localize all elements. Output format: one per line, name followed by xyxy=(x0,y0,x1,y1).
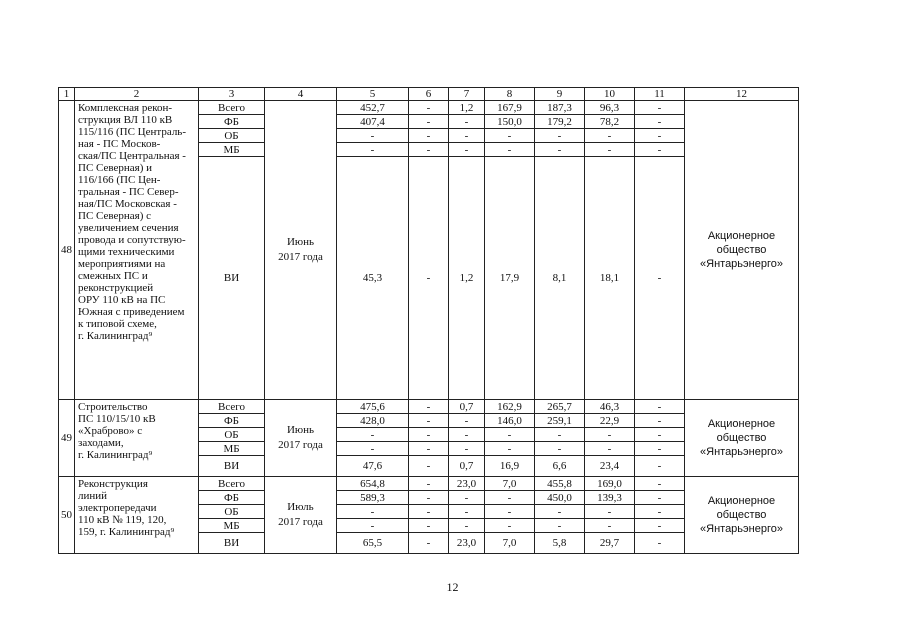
amount-cell: - xyxy=(409,519,449,533)
amount-cell: 46,3 xyxy=(585,400,635,414)
page-number: 12 xyxy=(446,580,459,594)
funding-source: ВИ xyxy=(199,456,265,477)
column-header: 5 xyxy=(337,88,409,101)
row-number: 48 xyxy=(59,101,75,400)
amount-cell: 47,6 xyxy=(337,456,409,477)
amount-cell: 0,7 xyxy=(449,456,485,477)
amount-cell: - xyxy=(635,505,685,519)
amount-cell: - xyxy=(535,442,585,456)
project-description: Комплексная рекон- струкция ВЛ 110 кВ 115/116 (ПС Централь- ная - ПС Москов- ская/ПС Центральная - ПС Северная) и 116/166 (ПС Цен- тральная - ПС Север- ная/ПС Московская - ПС Северная) с увеличением сечения провода и сопутствую- щими техническими мероприятиями на смежных ПС и реконструкцией ОРУ 110 кВ на ПС Южная с приведением к типовой схеме, г. Калининград⁹ xyxy=(75,101,199,400)
completion-date: Июнь 2017 года xyxy=(265,101,337,400)
amount-cell: 65,5 xyxy=(337,533,409,554)
amount-cell: 150,0 xyxy=(485,115,535,129)
amount-cell: - xyxy=(409,129,449,143)
amount-cell: - xyxy=(585,143,635,157)
amount-cell: 1,2 xyxy=(449,101,485,115)
amount-cell: - xyxy=(635,129,685,143)
amount-cell: - xyxy=(485,442,535,456)
amount-cell: 6,6 xyxy=(535,456,585,477)
amount-cell: - xyxy=(409,428,449,442)
amount-cell: - xyxy=(409,456,449,477)
column-header: 7 xyxy=(449,88,485,101)
amount-cell: 452,7 xyxy=(337,101,409,115)
amount-cell: 169,0 xyxy=(585,477,635,491)
project-description: Реконструкция линий электропередачи 110 кВ № 119, 120, 159, г. Калининград⁹ xyxy=(75,477,199,554)
amount-cell: 7,0 xyxy=(485,533,535,554)
amount-cell: - xyxy=(409,533,449,554)
amount-cell: - xyxy=(635,115,685,129)
amount-cell: - xyxy=(635,477,685,491)
amount-cell: - xyxy=(635,456,685,477)
amount-cell: - xyxy=(409,477,449,491)
column-header: 12 xyxy=(685,88,799,101)
table-row xyxy=(59,477,799,491)
amount-cell: - xyxy=(635,442,685,456)
amount-cell: - xyxy=(485,428,535,442)
amount-cell: - xyxy=(449,129,485,143)
amount-cell: 23,0 xyxy=(449,533,485,554)
amount-cell: 18,1 xyxy=(585,157,635,400)
amount-cell: 22,9 xyxy=(585,414,635,428)
amount-cell: - xyxy=(449,519,485,533)
column-header: 11 xyxy=(635,88,685,101)
row-number: 49 xyxy=(59,400,75,477)
column-header: 9 xyxy=(535,88,585,101)
amount-cell: 407,4 xyxy=(337,115,409,129)
amount-cell: - xyxy=(337,428,409,442)
amount-cell: - xyxy=(635,519,685,533)
column-header: 2 xyxy=(75,88,199,101)
completion-date: Июнь 2017 года xyxy=(265,400,337,477)
amount-cell: - xyxy=(535,143,585,157)
amount-cell: - xyxy=(409,414,449,428)
investment-table xyxy=(58,87,799,554)
funding-source: Всего xyxy=(199,400,265,414)
funding-source: ОБ xyxy=(199,129,265,143)
responsible-organization: Акционерное общество «Янтарьэнерго» xyxy=(685,400,799,477)
project-description: Строительство ПС 110/15/10 кВ «Храброво» с заходами, г. Калининград⁹ xyxy=(75,400,199,477)
amount-cell: - xyxy=(535,505,585,519)
funding-source: Всего xyxy=(199,101,265,115)
amount-cell: - xyxy=(409,491,449,505)
amount-cell: 475,6 xyxy=(337,400,409,414)
amount-cell: - xyxy=(635,143,685,157)
amount-cell: 428,0 xyxy=(337,414,409,428)
funding-source: ФБ xyxy=(199,491,265,505)
responsible-organization: Акционерное общество «Янтарьэнерго» xyxy=(685,477,799,554)
header-row xyxy=(59,88,799,101)
amount-cell: - xyxy=(585,519,635,533)
amount-cell: 139,3 xyxy=(585,491,635,505)
amount-cell: - xyxy=(409,143,449,157)
funding-source: ФБ xyxy=(199,414,265,428)
amount-cell: - xyxy=(449,115,485,129)
amount-cell: - xyxy=(485,129,535,143)
amount-cell: - xyxy=(337,442,409,456)
table-row xyxy=(59,400,799,414)
amount-cell: 16,9 xyxy=(485,456,535,477)
amount-cell: - xyxy=(409,400,449,414)
column-header: 4 xyxy=(265,88,337,101)
table-row xyxy=(59,101,799,115)
funding-source: МБ xyxy=(199,442,265,456)
amount-cell: 7,0 xyxy=(485,477,535,491)
responsible-organization: Акционерное общество «Янтарьэнерго» xyxy=(685,101,799,400)
amount-cell: 23,4 xyxy=(585,456,635,477)
funding-source: ФБ xyxy=(199,115,265,129)
funding-source: ОБ xyxy=(199,505,265,519)
amount-cell: 17,9 xyxy=(485,157,535,400)
amount-cell: - xyxy=(485,519,535,533)
amount-cell: - xyxy=(337,505,409,519)
funding-source: МБ xyxy=(199,143,265,157)
column-header: 10 xyxy=(585,88,635,101)
column-header: 1 xyxy=(59,88,75,101)
amount-cell: - xyxy=(485,491,535,505)
amount-cell: 259,1 xyxy=(535,414,585,428)
amount-cell: - xyxy=(635,428,685,442)
amount-cell: 29,7 xyxy=(585,533,635,554)
amount-cell: - xyxy=(409,101,449,115)
amount-cell: 23,0 xyxy=(449,477,485,491)
column-header: 8 xyxy=(485,88,535,101)
amount-cell: - xyxy=(535,428,585,442)
amount-cell: - xyxy=(449,428,485,442)
row-number: 50 xyxy=(59,477,75,554)
amount-cell: - xyxy=(337,519,409,533)
amount-cell: - xyxy=(449,414,485,428)
amount-cell: 187,3 xyxy=(535,101,585,115)
amount-cell: 265,7 xyxy=(535,400,585,414)
amount-cell: 167,9 xyxy=(485,101,535,115)
funding-source: ОБ xyxy=(199,428,265,442)
funding-source: МБ xyxy=(199,519,265,533)
amount-cell: - xyxy=(535,129,585,143)
amount-cell: - xyxy=(635,414,685,428)
funding-source: ВИ xyxy=(199,157,265,400)
amount-cell: - xyxy=(409,157,449,400)
amount-cell: 450,0 xyxy=(535,491,585,505)
amount-cell: - xyxy=(535,519,585,533)
amount-cell: - xyxy=(449,442,485,456)
amount-cell: - xyxy=(585,428,635,442)
column-header: 3 xyxy=(199,88,265,101)
amount-cell: 8,1 xyxy=(535,157,585,400)
amount-cell: - xyxy=(635,491,685,505)
amount-cell: 96,3 xyxy=(585,101,635,115)
amount-cell: - xyxy=(449,505,485,519)
amount-cell: 5,8 xyxy=(535,533,585,554)
amount-cell: - xyxy=(485,505,535,519)
amount-cell: - xyxy=(485,143,535,157)
amount-cell: - xyxy=(635,157,685,400)
amount-cell: - xyxy=(409,115,449,129)
amount-cell: 1,2 xyxy=(449,157,485,400)
amount-cell: 179,2 xyxy=(535,115,585,129)
amount-cell: 455,8 xyxy=(535,477,585,491)
amount-cell: 45,3 xyxy=(337,157,409,400)
amount-cell: - xyxy=(449,491,485,505)
amount-cell: - xyxy=(337,129,409,143)
amount-cell: 654,8 xyxy=(337,477,409,491)
amount-cell: - xyxy=(635,400,685,414)
amount-cell: - xyxy=(409,505,449,519)
funding-source: Всего xyxy=(199,477,265,491)
amount-cell: - xyxy=(449,143,485,157)
column-header: 6 xyxy=(409,88,449,101)
funding-source: ВИ xyxy=(199,533,265,554)
amount-cell: - xyxy=(585,442,635,456)
amount-cell: - xyxy=(585,505,635,519)
amount-cell: 146,0 xyxy=(485,414,535,428)
amount-cell: - xyxy=(409,442,449,456)
amount-cell: 78,2 xyxy=(585,115,635,129)
amount-cell: - xyxy=(337,143,409,157)
amount-cell: 162,9 xyxy=(485,400,535,414)
amount-cell: - xyxy=(635,533,685,554)
amount-cell: - xyxy=(585,129,635,143)
amount-cell: 589,3 xyxy=(337,491,409,505)
amount-cell: - xyxy=(635,101,685,115)
amount-cell: 0,7 xyxy=(449,400,485,414)
completion-date: Июль 2017 года xyxy=(265,477,337,554)
